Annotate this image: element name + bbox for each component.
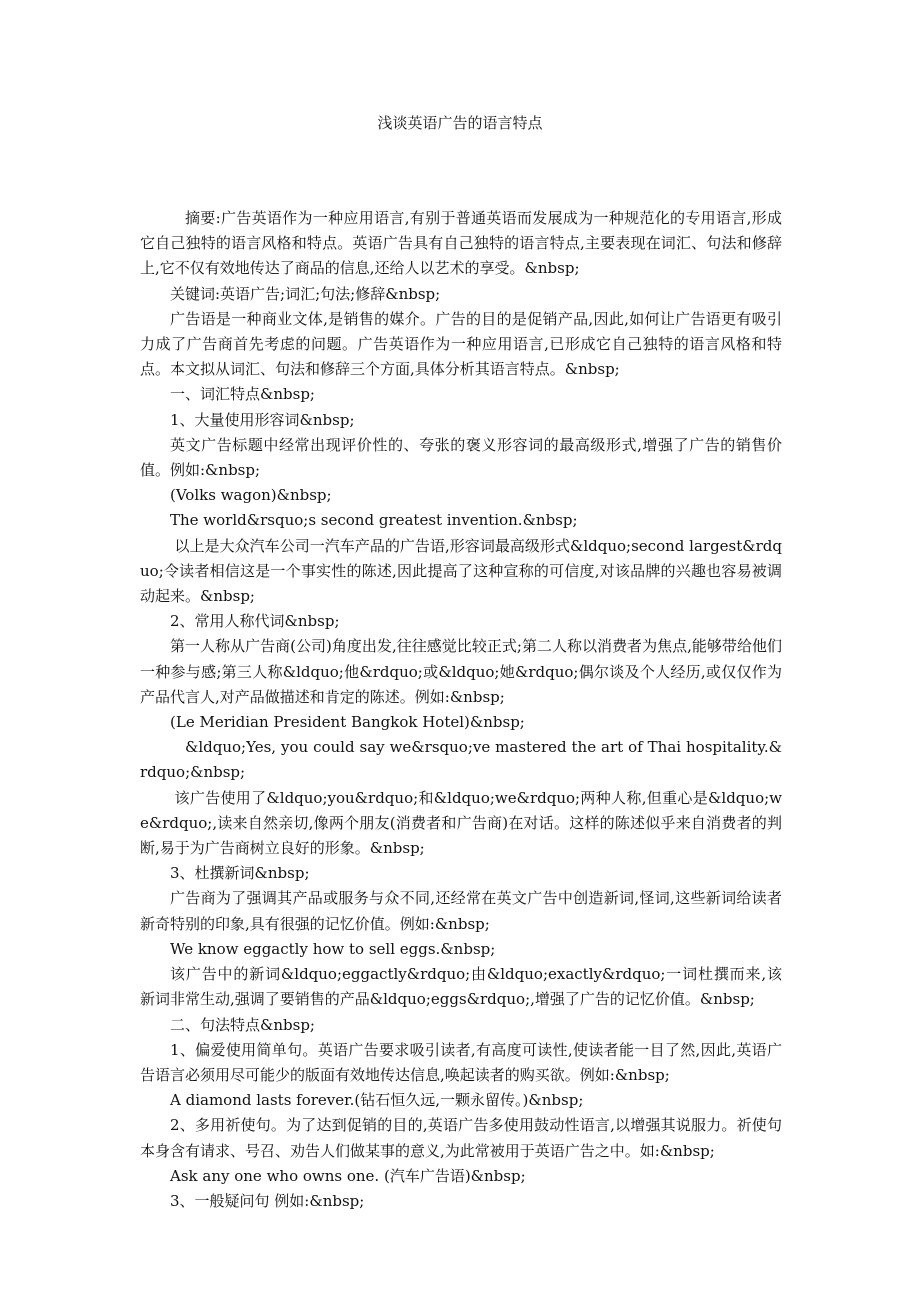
example-line: A diamond lasts forever.(钻石恒久远,一颗永留传。)&nbsp; (170, 1091, 584, 1110)
paragraph: 广告商为了强调其产品或服务与众不同,还经常在英文广告中创造新词,怪词,这些新词给读者新奇特别的印象,具有很强的记忆价值。例如:&nbsp; (140, 889, 782, 933)
example-line: &ldquo;Yes, you could say we&rsquo;ve mastered the art of Thai hospitality.&rdquo;&nbsp; (140, 738, 782, 782)
paragraph: 英文广告标题中经常出现评价性的、夸张的褒义形容词的最高级形式,增强了广告的销售价值。例如:&nbsp; (140, 435, 782, 480)
paragraph: 以上是大众汽车公司一汽车产品的广告语,形容词最高级形式&ldquo;second largest&rdquo;令读者相信这是一个事实性的陈述,因此提高了这种宣称的可信度,对该品牌的兴趣也容易被调动起来。&nbsp; (140, 536, 782, 606)
subsection-heading: 2、常用人称代词&nbsp; (170, 612, 340, 631)
paragraph: 1、偏爱使用简单句。英语广告要求吸引读者,有高度可读性,使读者能一目了然,因此,英语广告语言必须用尽可能少的版面有效地传达信息,唤起读者的购买欲。例如:&nbsp; (140, 1040, 782, 1084)
paragraph: 广告语是一种商业文体,是销售的媒介。广告的目的是促销产品,因此,如何让广告语更有吸引力成了广告商首先考虑的问题。广告英语作为一种应用语言,已形成它自己独特的语言风格和特点。本文拟从词汇、句法和修辞三个方面,具体分析其语言特点。&nbsp; (140, 309, 782, 379)
paragraph-abstract: 摘要:广告英语作为一种应用语言,有别于普通英语而发展成为一种规范化的专用语言,形成它自己独特的语言风格和特点。英语广告具有自己独特的语言特点,主要表现在词汇、句法和修辞上,它不仅有效地传达了商品的信息,还给人以艺术的享受。&nbsp; (140, 209, 782, 278)
paragraph: 第一人称从广告商(公司)角度出发,往往感觉比较正式;第二人称以消费者为焦点,能够带给他们一种参与感;第三人称&ldquo;他&rdquo;或&ldquo;她&rdquo;偶尔谈及个人经历,或仅仅作为产品代言人,对产品做描述和肯定的陈述。例如:&nbsp; (140, 637, 782, 706)
paragraph-keywords: 关键词:英语广告;词汇;句法;修辞&nbsp; (170, 284, 441, 303)
subsection-heading: 3、杜撰新词&nbsp; (170, 864, 310, 883)
example-line: (Le Meridian President Bangkok Hotel)&nbsp; (170, 713, 525, 732)
paragraph: 该广告中的新词&ldquo;eggactly&rdquo;由&ldquo;exactly&rdquo;一词杜撰而来,该新词非常生动,强调了要销售的产品&ldquo;eggs&rdquo;,增强了广告的记忆价值。&nbsp; (140, 965, 782, 1009)
section-heading: 一、词汇特点&nbsp; (170, 385, 315, 404)
example-line: Ask any one who owns one. (汽车广告语)&nbsp; (170, 1166, 526, 1185)
document-title: 浅谈英语广告的语言特点 (377, 114, 543, 132)
example-line: The world&rsquo;s second greatest invention.&nbsp; (170, 511, 578, 530)
example-line: (Volks wagon)&nbsp; (170, 486, 332, 505)
paragraph: 2、多用祈使句。为了达到促销的目的,英语广告多使用鼓动性语言,以增强其说服力。祈使句本身含有请求、号召、劝告人们做某事的意义,为此常被用于英语广告之中。如:&nbsp; (140, 1116, 782, 1160)
subsection-heading: 1、大量使用形容词&nbsp; (170, 410, 355, 429)
document-body (140, 206, 782, 1214)
subsection-heading: 3、一般疑问句 例如:&nbsp; (170, 1191, 365, 1210)
section-heading: 二、句法特点&nbsp; (170, 1015, 315, 1034)
paragraph: 该广告使用了&ldquo;you&rdquo;和&ldquo;we&rdquo;两种人称,但重心是&ldquo;we&rdquo;,读来自然亲切,像两个朋友(消费者和广告商)在对话。这样的陈述似乎来自消费者的判断,易于为广告商树立良好的形象。&nbsp; (140, 788, 782, 858)
example-line: We know eggactly how to sell eggs.&nbsp; (170, 939, 496, 958)
